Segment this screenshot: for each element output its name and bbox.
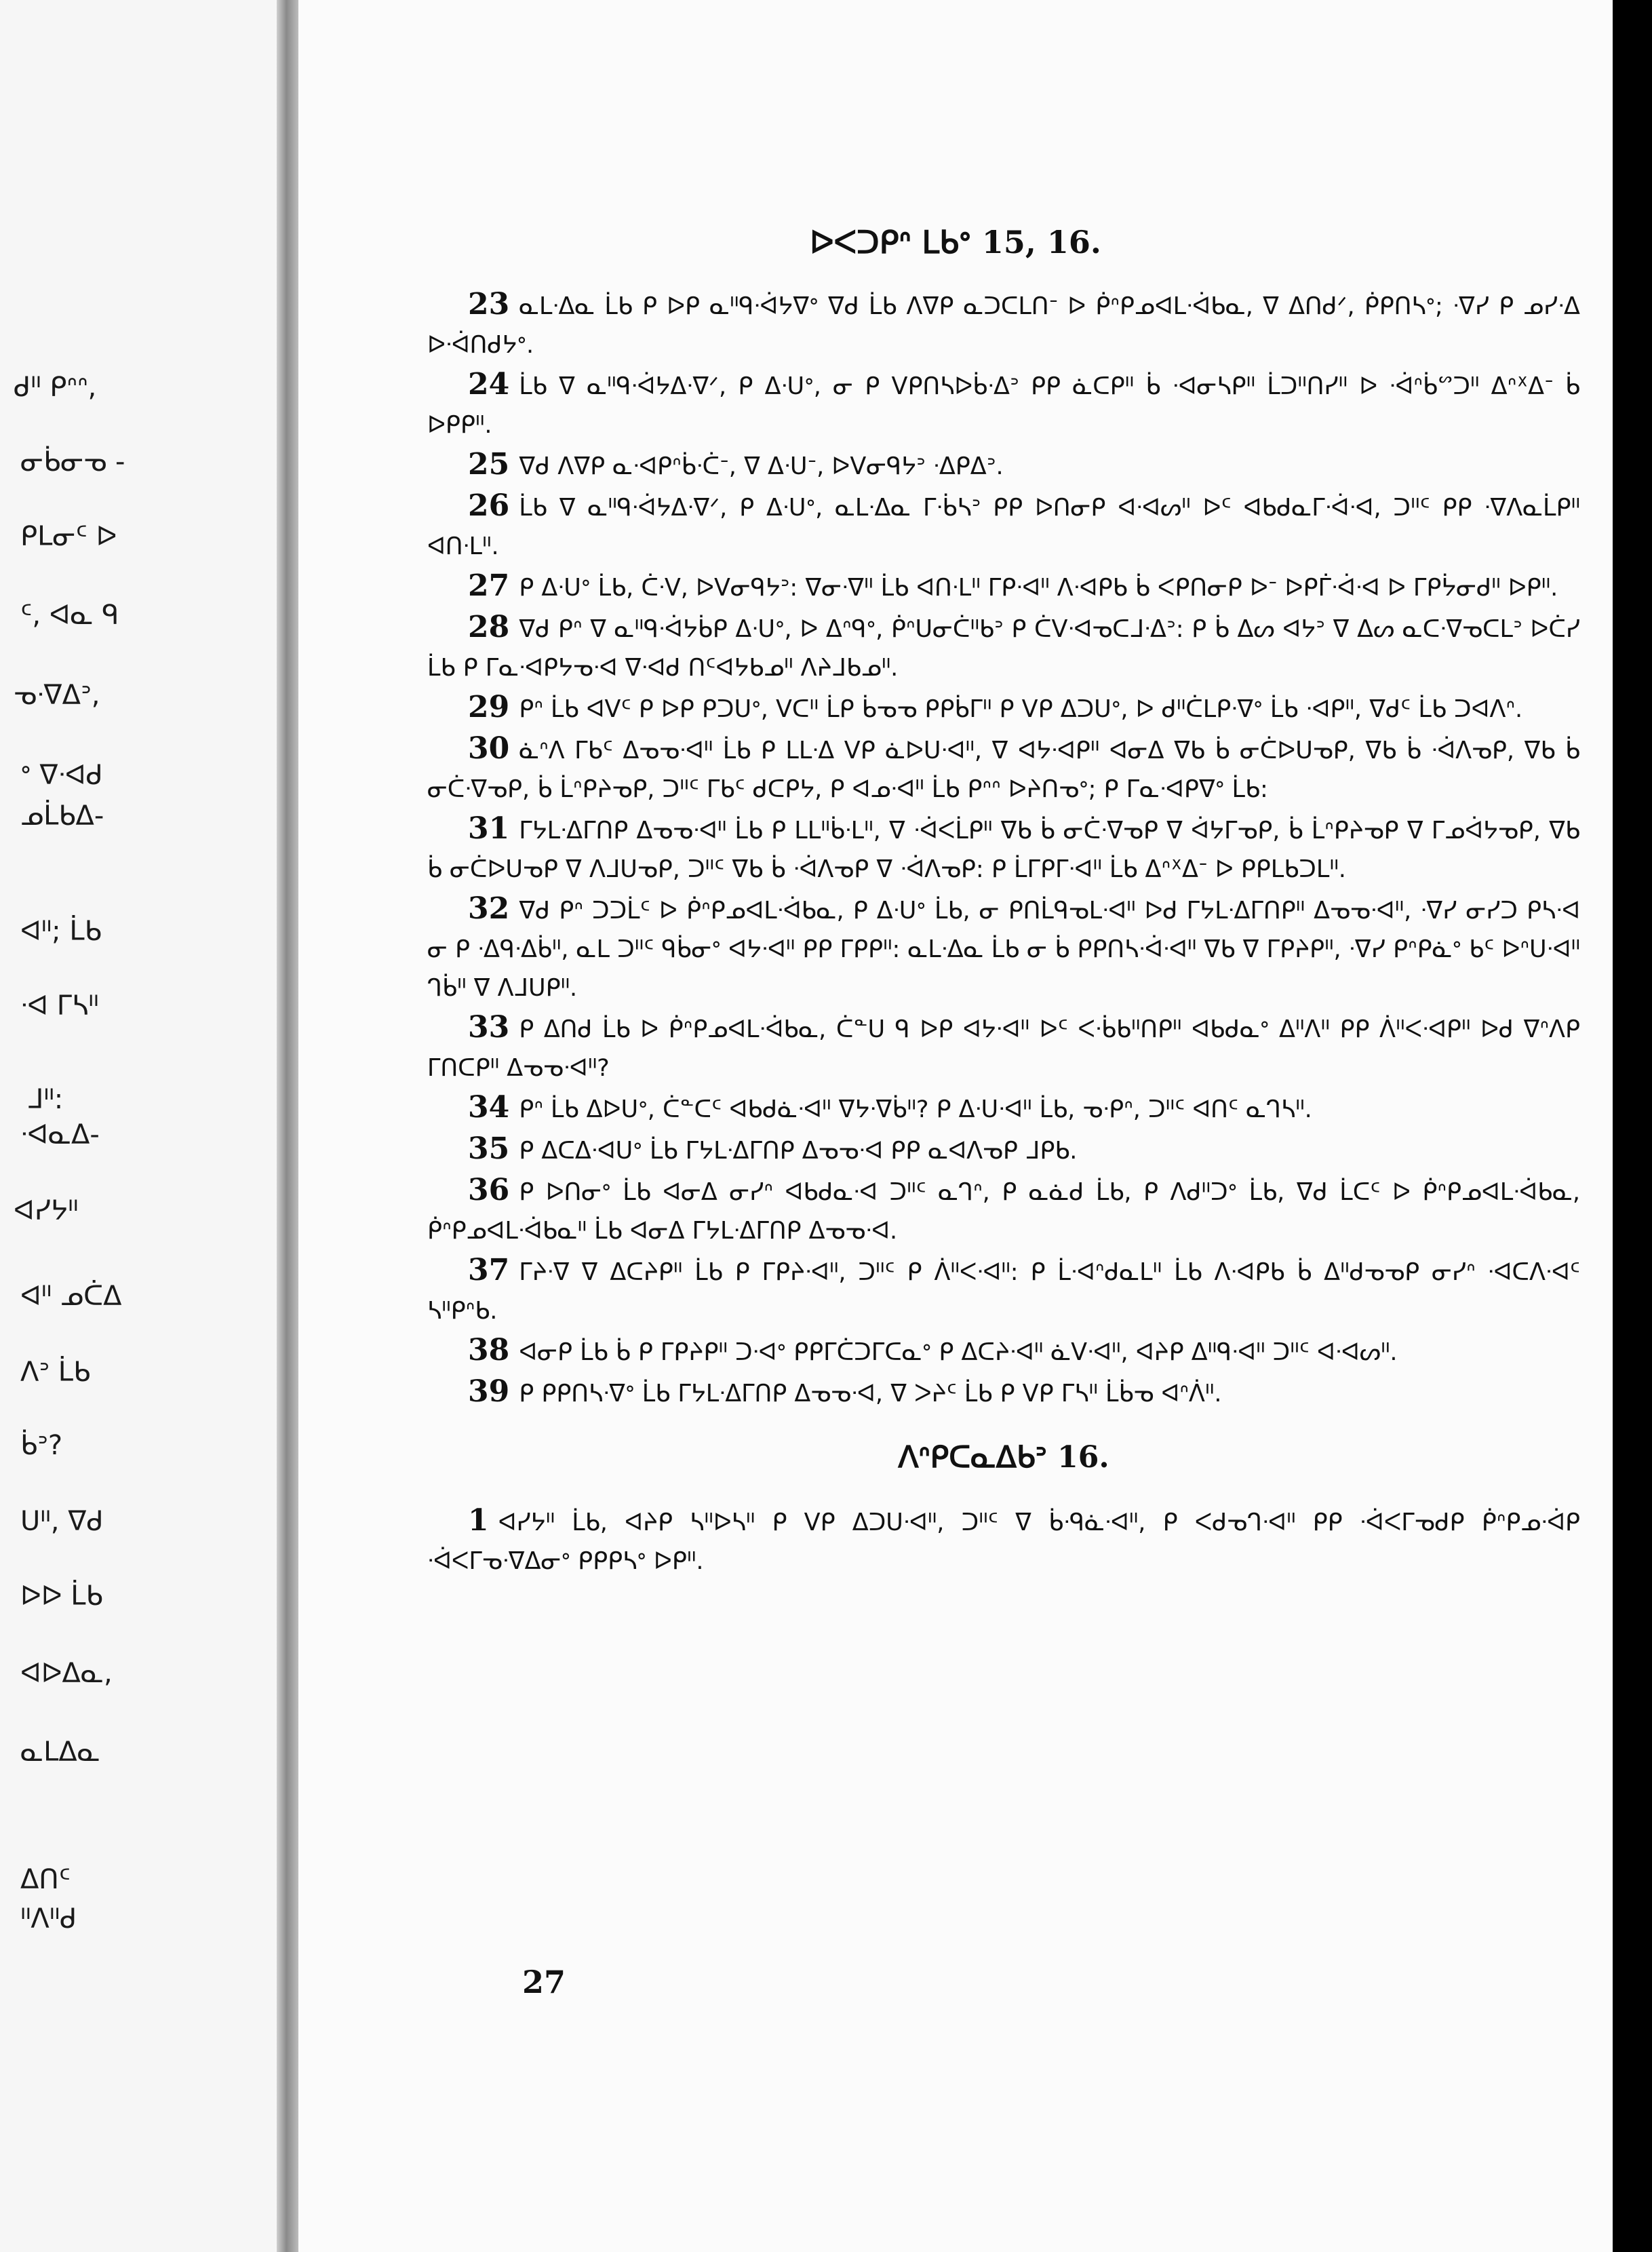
left-page-line: ᒧᐦ: <box>27 1084 64 1115</box>
verse-text: ᑭ ᑭᑭᑎᓴᐧᐁᐤ ᒫᑲ ᒥᔭᒪᐧᐃᒥᑎᑭ ᐃᓀᓀᐧᐊ, ᐁ ᐳᔨᑦ ᒫᑲ ᑭ ᐯᑭ ᒥᓴᐦ ᒫᑳᓀ ᐊᐢᐲᐦ. <box>519 1380 1222 1408</box>
verse-number: 29 <box>468 690 510 724</box>
verse-text: ᐊᓯᔭᐦ ᒫᑲ, ᐊᔨᑭ ᓴᐦᐅᓴᐦ ᑭ ᐯᑭ ᐃᑐᑌᐧᐊᐦ, ᑐᐦᑦ ᐁ ᑳᐧᑫᓈᐧᐊᐦ, ᑭ ᐸᑯᓀᒉᐧᐊᐦ ᑭᑭ ᐧᐋᐸᒥᓀᑯᑭ ᑮᐢᑭᓄᐧᐋᑭ ᐧᐋᐸᒥᓀᐧᐁᐃᓂᐤ ᑭᑭᑭᓴᐤ ᐅᑭᐦ. <box>427 1509 1580 1575</box>
verse-text: ᑭ ᐅᑎᓂᐤ ᒫᑲ ᐊᓂᐃ ᓂᓯᐢ ᐊᑲᑯᓇᐧᐊ ᑐᐦᑦ ᓇᒉᐢ, ᑭ ᓇᓈᑯ ᒫᑲ, ᑭ ᐱᑯᐦᑐᐤ ᒫᑲ, ᐁᑯ ᒫᑕᑦ ᐅ ᑮᐢᑭᓄᐊᒪᐧᐋᑲᓇ, ᑮᐢᑭᓄᐊᒪᐧᐋᑲᓇᐦ ᒫᑲ ᐊᓂᐃ ᒥᔭᒪᐧᐃᒥᑎᑭ ᐃᓀᓀᐧᐊ. <box>427 1179 1580 1245</box>
right-page <box>298 0 1613 2252</box>
verse-number: 26 <box>468 488 510 523</box>
left-page-line: ᓄᒫᑲᐃ- <box>20 800 104 832</box>
left-page-line: ᐃᑎᑦ <box>20 1864 71 1895</box>
left-page-line: ᐱᐣ ᒫᑲ <box>20 1357 91 1388</box>
page-number: 27 <box>522 1964 566 2000</box>
verse-text: ᐊᓂᑭ ᒫᑲ ᑳ ᑭ ᒥᑭᔨᑭᐦ ᑐᐧᐊᐤ ᑭᑭᒥᑖᑐᒥᑕᓇᐤ ᑭ ᐃᑕᔨᐧᐊᐦ ᓈᐯᐧᐊᐦ, ᐊᔨᑭ ᐃᐦᑫᐧᐊᐦ ᑐᐦᑦ ᐊᐧᐊᔕᐦ. <box>519 1339 1398 1366</box>
verse <box>427 608 1580 688</box>
verse-number: 33 <box>468 1010 510 1045</box>
verse-text: ᓇᒪᐧᐃᓇ ᒫᑲ ᑭ ᐅᑭ ᓇᐦᑫᐧᐋᔭᐁᐤ ᐁᑯ ᒫᑲ ᐱᐁᑭ ᓇᑐᑕᒪᑎᐨ ᐅ ᑮᐢᑭᓄᐊᒪᐧᐋᑲᓇ, ᐁ ᐃᑎᑯᐟ, ᑮᑭᑎᓴᐤ; ᐧᐁᓯ ᑭ ᓄᓯᐧᐃ ᐅᐧᐋᑎᑯᔭᐤ. <box>427 293 1580 359</box>
verse <box>427 445 1580 486</box>
verse <box>427 566 1580 608</box>
left-page-line: ᐊᐦ ᓄᑖᐃ <box>20 1281 122 1312</box>
left-page-line: ᐧᐊ ᒥᓴᐦ <box>20 990 99 1022</box>
verse-number: 34 <box>468 1090 510 1125</box>
verse-number: 27 <box>468 568 510 603</box>
verse-number: 31 <box>468 811 510 846</box>
left-page-line: ᐊᐦ; ᒫᑲ <box>20 916 102 947</box>
verse <box>427 1501 1580 1581</box>
left-page-line: ᐦᐱᐦᑯ <box>20 1903 77 1935</box>
verse <box>427 1088 1580 1129</box>
verse <box>427 1008 1580 1088</box>
left-page-line: ᑳᐣ? <box>20 1430 63 1461</box>
left-page-line: ᐧᐊᓇᐃ- <box>20 1119 100 1150</box>
verse-text: ᐁᑯ ᐱᐁᑭ ᓇᐧᐊᑭᐢᑳᐧᑖᐨ, ᐁ ᐃᐧᑌᐨ, ᐅᐯᓂᑫᔭᐣ ᐧᐃᑭᐃᐣ. <box>519 453 1004 480</box>
left-page-line: ᐅᐅ ᒫᑲ <box>20 1580 103 1612</box>
verse-number: 24 <box>468 367 510 402</box>
verse <box>427 1129 1580 1171</box>
left-page-line: ᑭᒪᓂᑦ ᐅ <box>20 521 117 552</box>
left-page-edge <box>0 0 277 2252</box>
verse-text: ᒥᔨᐧᐁ ᐁ ᐃᑕᔨᑭᐦ ᒫᑲ ᑭ ᒥᑭᔨᐧᐊᐦ, ᑐᐦᑦ ᑭ ᐲᐦᐸᐧᐊᐦ: ᑭ ᒫᐧᐊᐢᑯᓇᒪᐦ ᒫᑲ ᐱᐧᐊᑭᑲ ᑳ ᐃᐦᑯᓀᓀᑭ ᓂᓯᐢ ᐧᐊᑕᐱᐧᐊᑦ ᓴᐦᑭᐢᑲ. <box>427 1259 1580 1325</box>
verse-text: ᒫᑲ ᐁ ᓇᐦᑫᐧᐋᔭᐃᐧᐁᐟ, ᑭ ᐃᐧᑌᐤ, ᓂ ᑭ ᐯᑭᑎᓴᐅᑳᐧᐃᐣ ᑭᑭ ᓈᑕᑭᐦ ᑳ ᐧᐊᓂᓴᑭᐦ ᒫᑐᐦᑎᓯᐦ ᐅ ᐧᐋᐢᑳᔥᑐᐦ ᐃᐢᕽᐃᐨ ᑳ ᐅᑭᑭᐦ. <box>427 373 1580 439</box>
left-page-line: ᐤ ᐁᐧᐊᑯ <box>20 760 103 791</box>
left-page-line: ᑌᐦ, ᐁᑯ <box>20 1506 104 1537</box>
verse <box>427 285 1580 365</box>
verse <box>427 809 1580 889</box>
verse-number: 38 <box>468 1333 510 1367</box>
verse-number: 39 <box>468 1374 510 1409</box>
verse <box>427 1331 1580 1372</box>
verse-number: 28 <box>468 610 510 644</box>
left-page-line: ᑯᐦ ᑭᐢᐢ, <box>14 372 97 403</box>
verse-text: ᑭᐢ ᒫᑲ ᐊᐯᑦ ᑭ ᐅᑭ ᑭᑐᑌᐤ, ᐯᑕᐦ ᒫᑭ ᑳᓀᓀ ᑭᑭᑳᒥᐦ ᑭ ᐯᑭ ᐃᑐᑌᐤ, ᐅ ᑯᐦᑖᒪᑭᐧᐁᐤ ᒫᑲ ᐧᐊᑭᐦ, ᐁᑯᑦ ᒫᑲ ᑐᐊᐱᐢ. <box>519 696 1523 723</box>
verse <box>427 1171 1580 1251</box>
verse-text: ᐁᑯ ᑭᐢ ᐁ ᓇᐦᑫᐧᐋᔭᑳᑭ ᐃᐧᑌᐤ, ᐅ ᐃᐢᑫᐤ, ᑮᐢᑌᓂᑖᐦᑲᐣ ᑭ ᑖᐯᐧᐊᓀᑕᒧᐧᐃᐣ: ᑭ ᑳ ᐃᔕ ᐊᔭᐣ ᐁ ᐃᔕ ᓇᑕᐧᐁᓀᑕᒪᐣ ᐅᑖᓯ ᒫᑲ ᑭ ᒥᓇᐧᐊᑭᔭᓀᐧᐊ ᐁᐧᐊᑯ ᑎᑦᐊᔭᑲᓄᐦ ᐱᔨᒧᑲᓄᐦ. <box>427 616 1580 682</box>
verse-text: ᑭᐢ ᒫᑲ ᐃᐅᑌᐤ, ᑖᓐᑕᑦ ᐊᑲᑯᓈᐧᐊᐦ ᐁᔭᐧᐁᑳᐦ? ᑭ ᐃᐧᑌᐧᐊᐦ ᒫᑲ, ᓀᐧᑭᐢ, ᑐᐦᑦ ᐊᑎᑦ ᓇᒉᓴᐦ. <box>519 1096 1312 1123</box>
verse-text: ᐁᑯ ᑭᐢ ᑐᑐᒫᑦ ᐅ ᑮᐢᑭᓄᐊᒪᐧᐋᑲᓇ, ᑭ ᐃᐧᑌᐤ ᒫᑲ, ᓂ ᑭᑎᒫᑫᓀᒪᐧᐊᐦ ᐅᑯ ᒥᔭᒪᐧᐃᒥᑎᑭᐦ ᐃᓀᓀᐧᐊᐦ, ᐧᐁᓯ ᓂᓯᑐ ᑭᓴᐧᐊ ᓂ ᑭ ᐧᐃᑫᐧᐃᑳᐦ, ᓇᒪ ᑐᐦᑦ ᑫᑳᓂᐤ ᐊᔭᐧᐊᐦ ᑭᑭ ᒥᑭᑭᐦ: ᓇᒪᐧᐃᓇ ᒫᑲ ᓂ ᑳ ᑭᑭᑎᓴᐧᐋᐧᐊᐦ ᐁᑲ ᐁ ᒥᑭᔨᑭᐦ, ᐧᐁᓯ ᑭᐢᑭᓈᐤ ᑲᑦ ᐅᐢᑌᐧᐊᐦ ᒉᑳᐦ ᐁ ᐱᒧᑌᑭᐦ. <box>427 897 1580 1002</box>
left-page-line: ᑦ, ᐊᓇ ᑫ <box>20 600 119 631</box>
left-page-line: ᓀᐧᐁᐃᐣ, <box>14 680 100 711</box>
verse-number: 25 <box>468 447 510 482</box>
chapter-heading: ᐱᐢᑭᑕᓇᐃᑲᐣ 16. <box>898 1440 1109 1475</box>
verse-text: ᒥᔭᒪᐧᐃᒥᑎᑭ ᐃᓀᓀᐧᐊᐦ ᒫᑲ ᑭ ᒪᒪᐦᑳᐧᒪᐦ, ᐁ ᐧᐋᐸᒫᑭᐦ ᐁᑲ ᑳ ᓂᑖᐧᐁᓀᑭ ᐁ ᐋᔭᒥᓀᑭ, ᑳ ᒫᐢᑭᔨᓀᑭ ᐁ ᒥᓄᐋᔭᓀᑭ, ᐁᑲ ᑳ ᓂᑖᐅᑌᓀᑭ ᐁ ᐱᒧᑌᓀᑭ, ᑐᐦᑦ ᐁᑲ ᑳ ᐧᐋᐱᓀᑭ ᐁ ᐧᐋᐱᓀᑭ: ᑭ ᒫᒥᑭᒥᐧᐊᐦ ᒫᑲ ᐃᐢᕽᐃᐨ ᐅ ᑭᑭᒪᑲᑐᒪᐦ. <box>427 817 1580 883</box>
verse-text: ᑭ ᐃᐧᑌᐤ ᒫᑲ, ᑖᐧᐯ, ᐅᐯᓂᑫᔭᐣ: ᐁᓂᐧᐁᐦ ᒫᑲ ᐊᑎᐧᒪᐦ ᒥᑭᐧᐊᐦ ᐱᐧᐊᑭᑲ ᑳ ᐸᑭᑎᓂᑭ ᐅᐨ ᐅᑭᒦᐧᐋᐧᐊ ᐅ ᒥᑭᔮᓂᑯᐦ ᐅᑭᐦ. <box>519 575 1558 602</box>
verse <box>427 729 1580 809</box>
running-header: ᐅᐸᑐᑭᐢ ᒪᑲᐤ 15, 16. <box>810 224 1101 260</box>
book-gutter <box>277 0 298 2252</box>
verse-number: 1 <box>468 1503 489 1538</box>
left-page-line: ᐊᐅᐃᓇ, <box>20 1658 113 1689</box>
verse-number: 37 <box>468 1253 510 1287</box>
verse-text: ᓈᐢᐱ ᒥᑲᑦ ᐃᓀᓀᐧᐊᐦ ᒫᑲ ᑭ ᒪᒪᐧᐃ ᐯᑭ ᓈᐅᑌᐧᐊᐦ, ᐁ ᐊᔭᐧᐊᑭᐦ ᐊᓂᐃ ᐁᑲ ᑳ ᓂᑖᐅᑌᓀᑭ, ᐁᑲ ᑳ ᐧᐋᐱᓀᑭ, ᐁᑲ ᑳ ᓂᑖᐧᐁᓀᑭ, ᑳ ᒫᐢᑭᔨᓀᑭ, ᑐᐦᑦ ᒥᑲᑦ ᑯᑕᑭᔭ, ᑭ ᐊᓄᐧᐊᐦ ᒫᑲ ᑭᐢᐢ ᐅᔨᑎᓀᐤ; ᑭ ᒥᓇᐧᐊᑭᐁᐤ ᒫᑲ: <box>427 737 1580 803</box>
verse <box>427 365 1580 445</box>
verse <box>427 1372 1580 1414</box>
verse-number: 23 <box>468 287 510 322</box>
left-page-line: ᓂᑳᓂᓀ - <box>20 446 125 478</box>
verse <box>427 486 1580 566</box>
verse-text: ᑭ ᐃᑕᐃᐧᐊᑌᐤ ᒫᑲ ᒥᔭᒪᐧᐃᒥᑎᑭ ᐃᓀᓀᐧᐊ ᑭᑭ ᓇᐊᐱᓀᑭ ᒧᑭᑲ. <box>519 1138 1078 1165</box>
verse-number: 36 <box>468 1173 510 1207</box>
left-page-line: ᐊᓯᔭᐦ <box>14 1195 79 1226</box>
verse-number: 32 <box>468 891 510 926</box>
left-page-line: ᓇᒪᐃᓇ <box>20 1736 100 1768</box>
verse-text: ᑭ ᐃᑎᑯ ᒫᑲ ᐅ ᑮᐢᑭᓄᐊᒪᐧᐋᑲᓇ, ᑖᓐᑌ ᑫ ᐅᑭ ᐊᔭᐧᐊᐦ ᐅᑦ ᐸᐧᑳᑲᐦᑎᑭᐦ ᐊᑲᑯᓇᐤ ᐃᐦᐱᐦ ᑭᑭ ᐲᐦᐸᐧᐊᑭᐦ ᐅᑯ ᐁᐢᐱᑭ ᒥᑎᑕᑭᐦ ᐃᓀᓀᐧᐊᐦ? <box>427 1016 1580 1082</box>
chapter-body <box>427 285 1580 1581</box>
verse <box>427 688 1580 729</box>
verse <box>427 1251 1580 1331</box>
verse-number: 35 <box>468 1131 510 1166</box>
verse-text: ᒫᑲ ᐁ ᓇᐦᑫᐧᐋᔭᐃᐧᐁᐟ, ᑭ ᐃᐧᑌᐤ, ᓇᒪᐧᐃᓇ ᒥᐧᑳᓴᐣ ᑭᑭ ᐅᑎᓂᑭ ᐊᐧᐊᔕᐦ ᐅᑦ ᐊᑲᑯᓇᒥᐧᐋᐧᐊ, ᑐᐦᑦ ᑭᑭ ᐧᐁᐱᓇᒫᑭᐦ ᐊᑎᐧᒪᐦ. <box>427 494 1580 560</box>
verse-number: 30 <box>468 731 510 766</box>
verse <box>427 889 1580 1008</box>
